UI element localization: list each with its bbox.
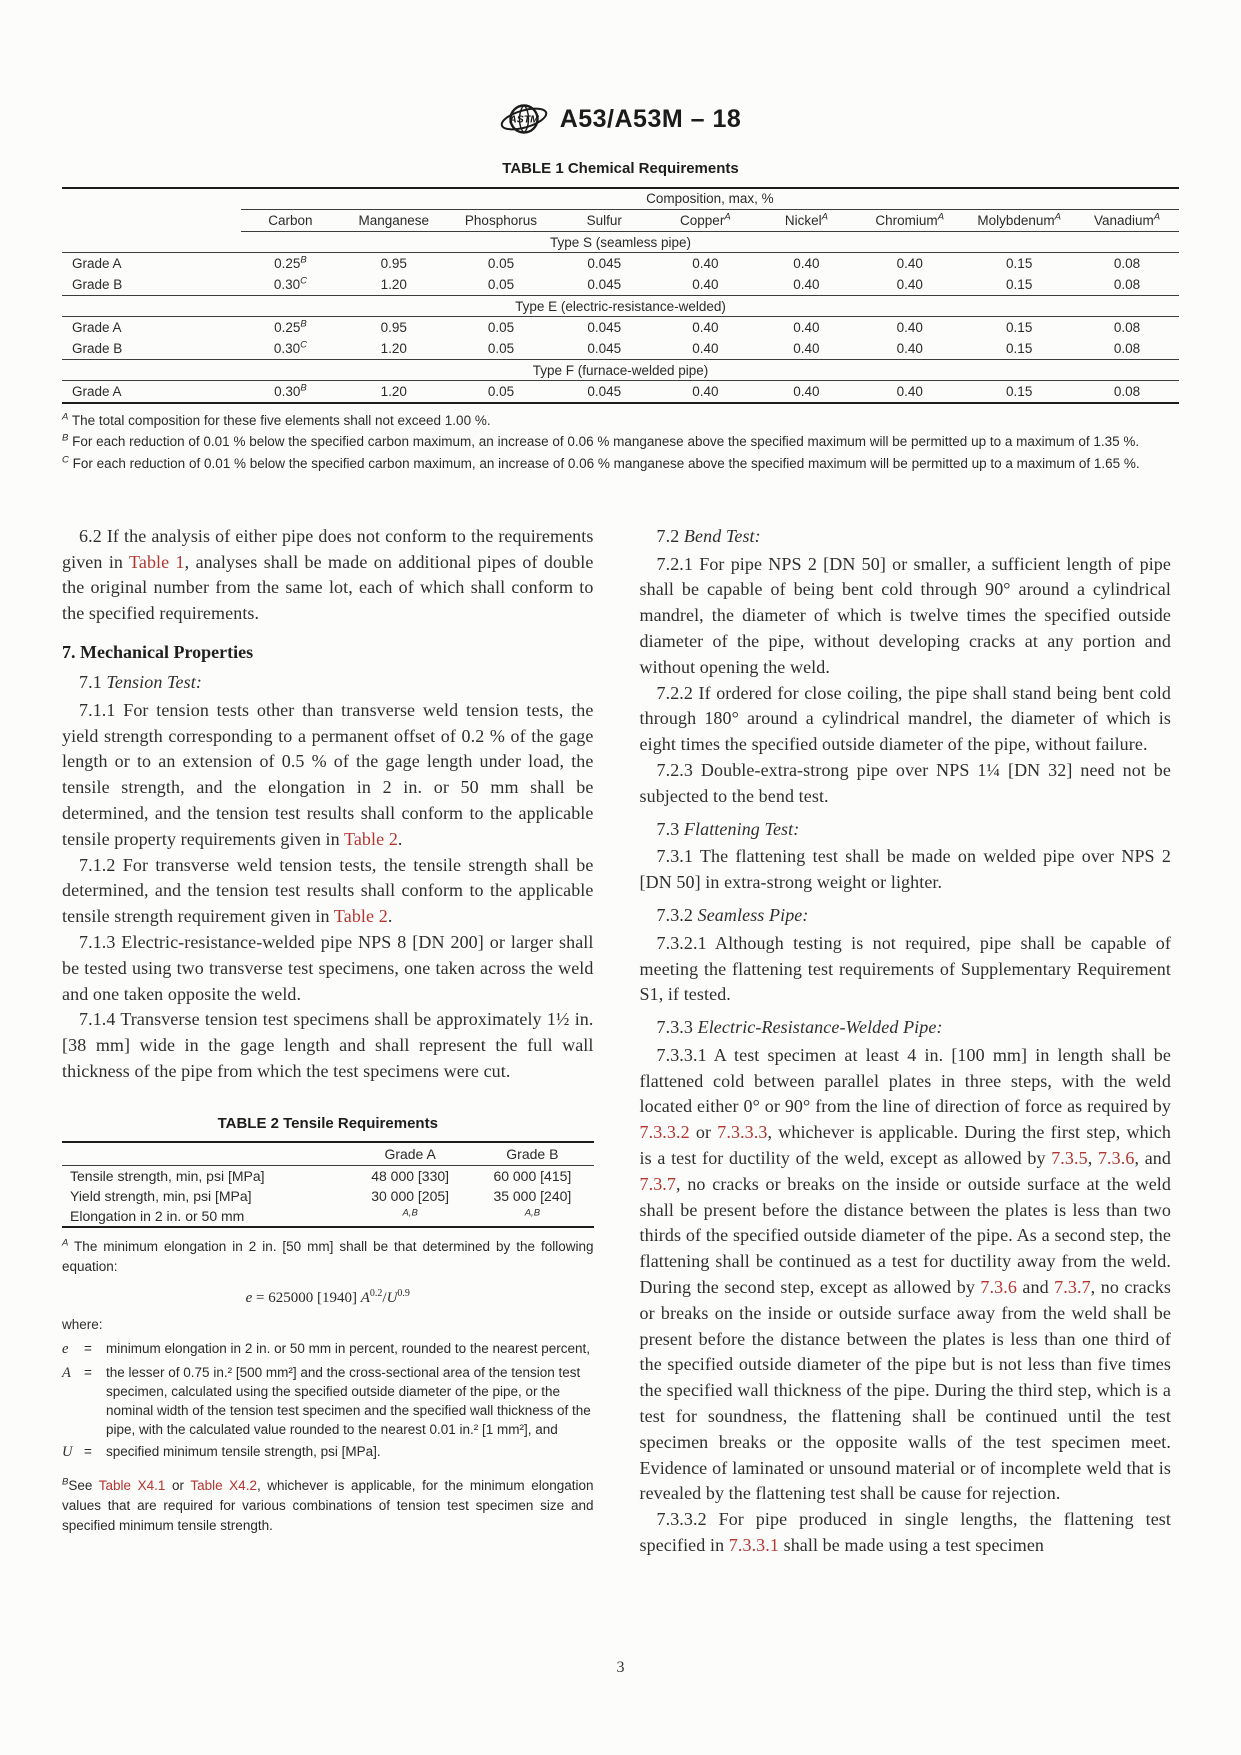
table1-value-cell: 1.20 <box>340 338 447 360</box>
text-segment: 7.2.3 Double-extra-strong pipe over NPS 1¼ [DN 32] need not be subjected to the bend test. <box>639 759 1171 806</box>
document-header <box>0 0 1241 140</box>
table1-value-cell: 0.95 <box>380 320 407 335</box>
cross-reference-link[interactable]: Table X4.1 <box>98 1477 166 1493</box>
table2-footnote-b <box>62 1476 594 1537</box>
table1-value-cell: 0.08 <box>1075 274 1179 296</box>
text-segment: = 625000 [1940] <box>252 1290 361 1307</box>
text-segment: 7.1.1 For tension tests other than transverse weld tension tests, the yield strength corresponding to a permanent offset of 0.2 % of the gage length or to an extension of 0.5 % of the gage length under load, the tensile strength, and the elongation in 2 in. or 50 mm shall be determined, and the tension test results shall conform to the applicable tensile property requirements given in <box>62 699 594 849</box>
para-7-3-2-1 <box>640 931 1172 1008</box>
footnote-marker: A <box>62 411 69 423</box>
text-segment: , whichever is applicable, for the minimum elongation values that are required for various combinations of tension test specimen size and specified minimum tensile strength. <box>62 1477 594 1534</box>
page-number: 3 <box>616 1659 625 1676</box>
table1-grade-cell: Grade B <box>62 274 241 296</box>
para-6-2 <box>62 524 594 627</box>
text-segment: or <box>165 1477 191 1493</box>
table2-label-cell: Tensile strength, min, psi [MPa] <box>70 1167 265 1184</box>
superscript: A <box>1054 211 1061 223</box>
cross-reference-link[interactable]: 7.3.3.3 <box>717 1122 768 1143</box>
table1-col-blank <box>62 210 241 232</box>
where-description: minimum elongation in 2 in. or 50 mm in percent, rounded to the nearest percent, <box>106 1341 591 1357</box>
astm-logo-text: ASTM <box>508 113 539 126</box>
text-segment: 7.1.2 For transverse weld tension tests, the tensile strength shall be determined, and the tension test results shall conform to the applicable tensile strength requirement given in <box>62 854 594 927</box>
superscript: A <box>62 1237 69 1249</box>
table1-col-header: Nickel$^A$ <box>757 210 856 232</box>
table1-value-cell: 1.20 <box>340 274 447 296</box>
elongation-equation <box>62 1290 594 1307</box>
table1-value-cell: 0.40 <box>654 381 757 404</box>
table1-column-headers <box>62 210 1179 232</box>
where-label: where: <box>62 1317 103 1333</box>
superscript: A <box>724 211 731 223</box>
table1-row <box>62 317 1179 339</box>
table1-footnote: $^B$ For each reduction of 0.01 % below the specified carbon maximum, an increase of 0.06 % manganese above the specified maximum will be permitted up to a maximum of 1.35 %. <box>62 432 1140 450</box>
table1-footnotes <box>62 411 1179 474</box>
where-symbol: U <box>62 1444 73 1461</box>
cross-reference-link[interactable]: 7.3.7 <box>639 1173 676 1194</box>
text-segment: , no cracks or breaks on the inside or outside surface away from the weld shall be present before the distance between the plates is less than one third of the specified outside diameter of the pipe but is not less than five times the specified wall thickness of the pipe. During the third step, which is a test for soundness, the flattening shall be continued until the test specimen breaks or the opposite walls of the test specimen meet. Evidence of laminated or unsound material or of incomplete weld that is revealed by the flattening test shall be cause for rejection. <box>639 1277 1171 1504</box>
table1-value-cell: 0.95 <box>380 256 407 271</box>
superscript: B <box>62 1476 69 1488</box>
table1-body <box>62 232 1179 404</box>
table2-label-cell: Yield strength, min, psi [MPa] <box>70 1187 252 1204</box>
table1-col-header: Carbon <box>241 210 340 232</box>
superscript: B <box>300 254 307 266</box>
table1-section-label: Type F (furnace-welded pipe) <box>62 360 1179 381</box>
table1-corner-blank <box>62 188 241 210</box>
superscript: A,B <box>524 1207 541 1219</box>
table1-value-cell: 0.40 <box>856 381 963 404</box>
table1-value-cell: 0.05 <box>447 381 554 404</box>
superscript: C <box>300 275 307 287</box>
cross-reference-link[interactable]: 7.3.6 <box>1097 1148 1135 1169</box>
astm-logo-icon <box>500 98 548 140</box>
footnote-marker: B <box>62 432 69 444</box>
table1-value-cell: 0.40 <box>896 256 923 271</box>
text-segment: and <box>1016 1277 1055 1298</box>
text-segment: 7.2.1 For pipe NPS 2 [DN 50] or smaller, a sufficient length of pipe shall be capable of being bent cold through 90° around a cylindrical mandrel, the diameter of which is twelve times the specified outside diameter of the pipe, without developing cracks at any portion and without opening the weld. <box>639 553 1171 677</box>
table1-value-cell: $0.30^B$ <box>241 381 340 404</box>
table2-col-header: Grade A <box>349 1142 471 1166</box>
where-description: specified minimum tensile strength, psi [MPa]. <box>106 1444 381 1460</box>
text-segment: . <box>387 906 393 927</box>
where-description: the lesser of 0.75 in.² [500 mm²] and the cross-sectional area of the tension test specimen, calculated using the specified outside diameter of the pipe, or the nominal width of the tension test specimen and the specified wall thickness of the pipe, with the calculated value rounded to the nearest 0.01 in.² [1 mm²], and <box>106 1364 591 1438</box>
table2-value-cell: 48 000 [330] <box>371 1167 450 1184</box>
text-segment: 7.3 <box>656 818 684 839</box>
table1-value-cell: 0.045 <box>555 381 654 404</box>
table2 <box>62 1141 594 1228</box>
text-segment: Bend Test: <box>683 525 761 546</box>
table1-footnote: $^A$ The total composition for these five elements shall not exceed 1.00 %. <box>62 411 491 428</box>
table2-footnote-a <box>62 1237 594 1278</box>
table1-row <box>62 338 1179 360</box>
table1-value-cell: 0.045 <box>555 338 654 360</box>
superscript: A,B <box>402 1207 418 1219</box>
table1-col-header: Vanadium$^A$ <box>1075 210 1179 232</box>
text-segment: 7.1.4 Transverse tension test specimens shall be approximately 1½ in. [38 mm] wide in the gage length and shall represent the full wall thickness of the pipe from which the test specimens were cut. <box>62 1009 594 1081</box>
table1-value-cell: 0.05 <box>447 274 554 296</box>
table2-section <box>62 1115 594 1537</box>
where-symbol: A <box>62 1364 71 1381</box>
text-segment: shall be made using a test specimen <box>778 1535 1045 1556</box>
text-segment: , whichever is applicable. During the first step, which is a test for ductility of the weld, except as allowed by <box>639 1122 1171 1169</box>
text-segment: A <box>360 1290 370 1307</box>
table1-span-header: Composition, max, % <box>241 188 1179 210</box>
table1-value-cell: 0.045 <box>587 256 622 271</box>
text-segment: 7.3.2 <box>656 904 698 925</box>
table2-col-header <box>62 1142 349 1166</box>
table1-value-cell: 0.05 <box>447 338 554 360</box>
text-segment: Seamless Pipe: <box>697 904 809 925</box>
table2-row <box>62 1165 594 1186</box>
document-title: A53/A53M – 18 <box>559 104 742 133</box>
table1-value-cell: $0.25^B$ <box>274 318 307 335</box>
text-segment: . <box>397 828 403 849</box>
text-segment: U <box>386 1290 398 1307</box>
table1-col-header: Phosphorus <box>447 210 554 232</box>
where-equals: = <box>84 1364 92 1380</box>
para-7-2-3 <box>640 758 1172 810</box>
cross-reference-link[interactable]: 7.3.6 <box>980 1277 1017 1298</box>
heading-7-mechanical-properties: 7. Mechanical Properties <box>62 641 254 662</box>
table1-grade-cell: Grade B <box>62 338 241 360</box>
table1-value-cell: 0.045 <box>587 320 622 335</box>
table1-value-cell: 0.40 <box>856 274 963 296</box>
superscript: B <box>300 318 307 330</box>
table1-section-label: Type E (electric-resistance-welded) <box>62 296 1179 317</box>
where-symbol: e <box>62 1341 69 1358</box>
table1-value-cell: 0.045 <box>555 274 654 296</box>
text-segment: e <box>245 1290 253 1307</box>
cross-reference-link[interactable]: Table 2 <box>333 906 388 927</box>
text-segment: 7.3.3 <box>656 1017 698 1038</box>
table1-value-cell: 0.08 <box>1075 381 1179 404</box>
where-equals: = <box>84 1444 92 1460</box>
page-footer <box>0 1659 1241 1677</box>
table1-value-cell: 0.05 <box>487 320 515 335</box>
text-segment: The minimum elongation in 2 in. [50 mm] shall be that determined by the following equation: <box>62 1238 594 1274</box>
table1-value-cell: 0.15 <box>1006 320 1033 335</box>
table1-value-cell: 0.08 <box>1075 338 1179 360</box>
superscript: A <box>1153 211 1161 223</box>
text-segment: or <box>689 1122 718 1143</box>
table1-section-label: Type S (seamless pipe) <box>62 232 1179 253</box>
table1-composition-row <box>62 188 1179 210</box>
table1-title: TABLE 1 Chemical Requirements <box>502 160 739 177</box>
text-segment: 7.1.3 Electric-resistance-welded pipe NPS 8 [DN 200] or larger shall be tested using two transverse test specimens, one taken across the weld and one taken opposite the weld. <box>62 931 594 1004</box>
left-column <box>62 524 594 1537</box>
table1-value-cell: 0.08 <box>1113 256 1141 271</box>
cross-reference-link[interactable]: Table 1 <box>129 551 185 572</box>
para-7-3-3-2 <box>640 1507 1172 1559</box>
equation-where-list <box>62 1339 594 1463</box>
text-segment: , and <box>1134 1148 1171 1169</box>
text-segment: , <box>1087 1148 1098 1169</box>
superscript: 0.2 <box>369 1288 383 1300</box>
table1-section-row <box>62 296 1179 317</box>
table1-col-header: Sulfur <box>555 210 654 232</box>
where-equals: = <box>84 1341 92 1357</box>
table1-value-cell: $0.30^C$ <box>241 274 340 296</box>
table1-value-cell: 0.40 <box>793 256 820 271</box>
table1-value-cell: 0.40 <box>654 274 757 296</box>
text-segment: / <box>382 1290 387 1307</box>
table1-row <box>62 253 1179 275</box>
table2-col-header: Grade B <box>471 1142 593 1166</box>
table1-value-cell: 0.05 <box>487 256 515 271</box>
text-segment: 7.3.2.1 Although testing is not required, pipe shall be capable of meeting the flattening test requirements of Supplementary Requirement S1, if tested. <box>639 932 1171 1005</box>
para-7-1-1 <box>62 698 594 853</box>
table1-value-cell: 0.40 <box>757 381 856 404</box>
text-segment: 6.2 If the analysis of either pipe does not conform to the requirements given in <box>62 525 594 572</box>
table2-row <box>62 1186 594 1206</box>
table1-grade-cell: Grade A <box>72 320 122 335</box>
superscript: B <box>300 382 307 394</box>
table2-column-headers <box>62 1142 594 1166</box>
table1-value-cell: 0.40 <box>856 338 963 360</box>
table2-row <box>62 1206 594 1227</box>
footnote-marker: C <box>62 454 69 465</box>
table1-value-cell: 0.08 <box>1113 320 1141 335</box>
cross-reference-link[interactable]: 7.3.3.1 <box>728 1535 779 1556</box>
table1-value-cell: 0.40 <box>793 320 820 335</box>
table2-label-cell: Elongation in 2 in. or 50 mm <box>70 1207 245 1224</box>
where-item <box>62 1442 594 1463</box>
text-segment: 7.3.1 The flattening test shall be made on welded pipe over NPS 2 [DN 50] in extra-strong weight or lighter. <box>639 846 1171 893</box>
superscript: 0.9 <box>397 1288 410 1300</box>
para-7-3-3 <box>640 1015 1172 1041</box>
cross-reference-link[interactable]: Table X4.2 <box>190 1477 257 1493</box>
para-7-3-3-1 <box>640 1043 1172 1507</box>
text-segment: 7.1 <box>79 671 107 692</box>
table1-grade-cell: Grade A <box>72 256 122 271</box>
para-7-1-4 <box>62 1007 594 1084</box>
table1 <box>62 187 1179 404</box>
table1-section <box>62 160 1179 474</box>
where-item <box>62 1339 594 1360</box>
cross-reference-link[interactable]: 7.3.5 <box>1051 1148 1088 1169</box>
table1-section-row <box>62 360 1179 381</box>
cross-reference-link[interactable]: Table 2 <box>344 828 398 849</box>
text-segment: Flattening Test: <box>683 818 800 839</box>
text-segment: , no cracks or breaks on the inside or outside surface at the weld shall be present before the distance between the plates is less than two thirds of the specified outside diameter of the pipe. As a second step, the flattening shall be continued as a test for ductility away from the weld. During the second step, except as allowed by <box>639 1173 1171 1298</box>
table2-value-cell: 60 000 [415] <box>493 1167 572 1184</box>
table1-value-cell: 0.40 <box>654 338 757 360</box>
table1-value-cell: 0.40 <box>757 274 856 296</box>
table2-value-cell <box>349 1206 471 1227</box>
table1-value-cell: 0.40 <box>692 256 719 271</box>
para-7-1 <box>62 670 594 696</box>
table1-row <box>62 381 1179 404</box>
table1-value-cell: 0.40 <box>692 320 719 335</box>
table1-value-cell: 0.15 <box>963 338 1075 360</box>
table2-value-cell: 35 000 [240] <box>493 1187 572 1204</box>
table2-value-cell: 30 000 [205] <box>371 1187 450 1204</box>
text-segment: 7.2.2 If ordered for close coiling, the pipe shall stand being bent cold through 180° around a cylindrical mandrel, the diameter of which is eight times the specified outside diameter of the pipe, without failure. <box>639 682 1171 755</box>
text-segment: 7.3.3.1 A test specimen at least 4 in. [100 mm] in length shall be flattened cold between parallel plates in three steps, with the weld located either 0° or 90° from the line of direction of force as required by <box>639 1044 1171 1117</box>
para-7-2-1 <box>640 552 1172 681</box>
table1-col-header: Chromium$^A$ <box>856 210 963 232</box>
body-text <box>62 524 1171 1559</box>
table2-value-cell <box>471 1206 593 1227</box>
right-column <box>640 524 1172 1559</box>
table1-value-cell: 0.15 <box>1006 256 1033 271</box>
table2-body <box>62 1165 594 1227</box>
table1-col-header: Copper$^A$ <box>654 210 757 232</box>
table1-footnote: $^C$ For each reduction of 0.01 % below the specified carbon maximum, an increase of 0.06 % manganese above the specified maximum will be permitted up to a maximum of 1.65 %. <box>62 454 1140 471</box>
para-7-3 <box>640 817 1172 843</box>
table1-col-header: Manganese <box>340 210 447 232</box>
table1-grade-cell: Grade A <box>62 381 241 404</box>
table1-value-cell: 0.40 <box>896 320 923 335</box>
text-segment: 7.3.3.2 For pipe produced in single lengths, the flattening test specified in <box>639 1509 1171 1556</box>
para-7-2-2 <box>640 681 1172 758</box>
text-segment: Electric-Resistance-Welded Pipe: <box>697 1017 943 1038</box>
para-7-3-2 <box>640 903 1172 929</box>
table2-title: TABLE 2 Tensile Requirements <box>217 1114 438 1132</box>
cross-reference-link[interactable]: 7.3.3.2 <box>639 1122 690 1143</box>
table1-value-cell: 1.20 <box>340 381 447 404</box>
superscript: A <box>937 211 945 223</box>
table1-col-header: Molybdenum$^A$ <box>963 210 1075 232</box>
table1-section-row <box>62 232 1179 253</box>
para-7-3-1 <box>640 844 1172 896</box>
para-7-1-2 <box>62 853 594 930</box>
text-segment: , analyses shall be made on additional pipes of double the original number from the same lot, each of which shall conform to the specified requirements. <box>62 551 594 624</box>
table1-row <box>62 274 1179 296</box>
table1-value-cell: 0.15 <box>963 274 1075 296</box>
text-segment: See <box>68 1477 99 1493</box>
where-item <box>62 1363 594 1440</box>
text-segment: Tension Test: <box>106 671 202 692</box>
para-7-2 <box>640 524 1172 550</box>
superscript: C <box>300 339 307 351</box>
table1-value-cell: 0.40 <box>757 338 856 360</box>
cross-reference-link[interactable]: 7.3.7 <box>1054 1277 1091 1298</box>
para-7-1-3 <box>62 930 594 1007</box>
text-segment: 7.2 <box>656 525 684 546</box>
table1-value-cell: 0.15 <box>963 381 1075 404</box>
table1-value-cell: $0.25^B$ <box>274 254 307 271</box>
superscript: A <box>821 211 828 223</box>
table1-value-cell: $0.30^C$ <box>241 338 340 360</box>
